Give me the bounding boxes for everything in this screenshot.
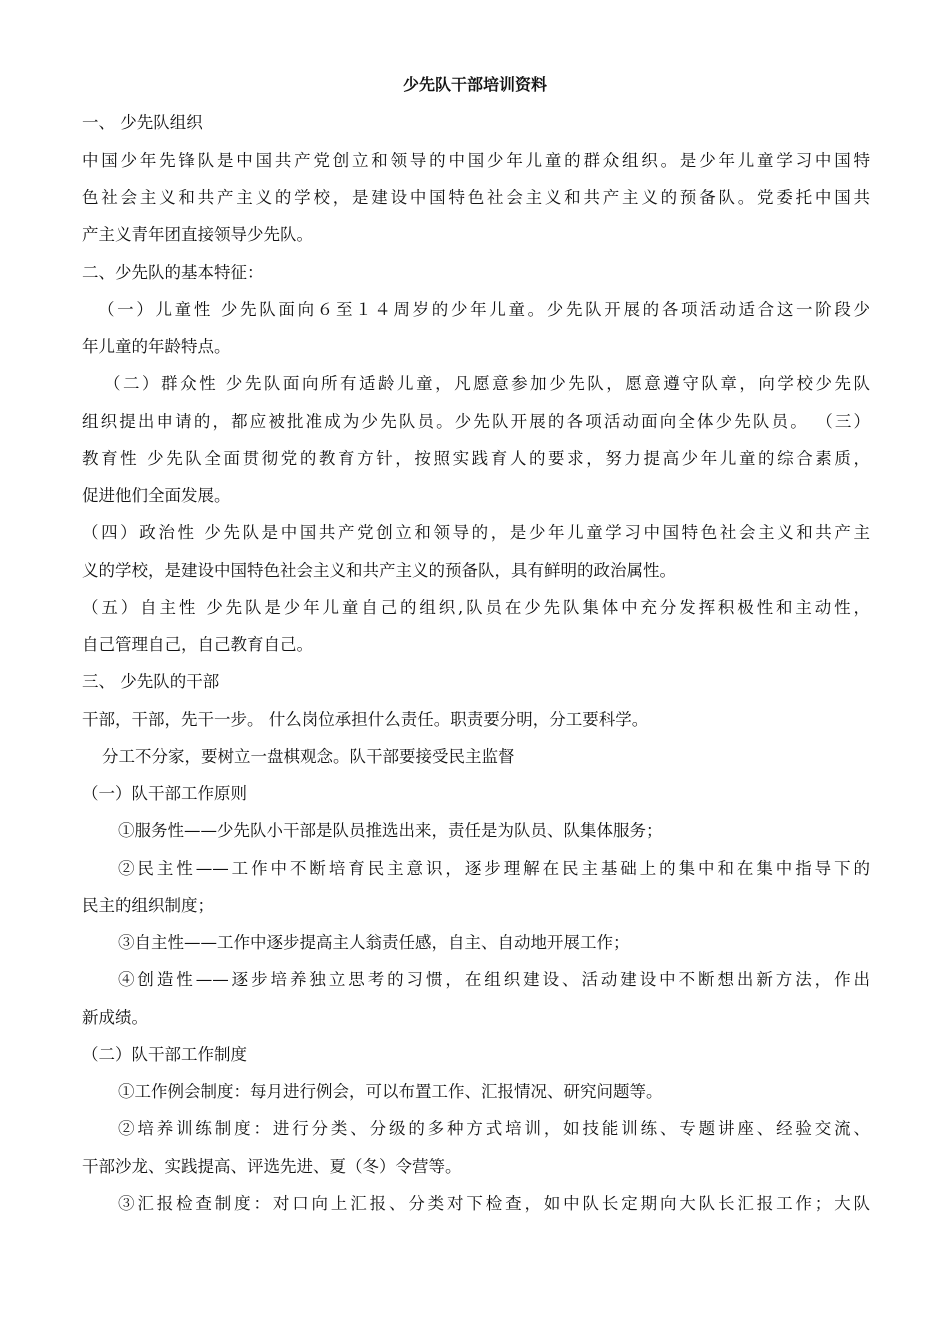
paragraph-line: 年儿童的年龄特点。 (82, 337, 231, 356)
list-item: ②民主性——工作中不断培育民主意识，逐步理解在民主基础上的集中和在集中指导下的 (118, 859, 870, 878)
list-item: ③自主性——工作中逐步提高主人翁责任感，自主、自动地开展工作； (118, 933, 630, 952)
section-heading-1: 一、 少先队组织 (82, 113, 203, 132)
list-item: ②培养训练制度：进行分类、分级的多种方式培训，如技能训练、专题讲座、经验交流、 (118, 1119, 870, 1138)
list-item: ④创造性——逐步培养独立思考的习惯，在组织建设、活动建设中不断想出新方法，作出 (118, 970, 870, 989)
paragraph-line: （五）自主性 少先队是少年儿童自己的组织,队员在少先队集体中充分发挥积极性和主动性， (82, 598, 870, 617)
paragraph-line: 色社会主义和共产主义的学校，是建设中国特色社会主义和共产主义的预备队。党委托中国共 (82, 188, 870, 207)
paragraph-line: （一）儿童性 少先队面向６至１４周岁的少年儿童。少先队开展的各项活动适合这一阶段少 (98, 300, 870, 319)
paragraph-line: 产主义青年团直接领导少先队。 (82, 225, 313, 244)
list-item-continuation: 民主的组织制度； (82, 896, 214, 915)
subsection-heading: （一）队干部工作原则 (82, 784, 247, 803)
paragraph-line: 自己管理自己，自己教育自己。 (82, 635, 313, 654)
list-item-continuation: 新成绩。 (82, 1008, 148, 1027)
paragraph-line: 中国少年先锋队是中国共产党创立和领导的中国少年儿童的群众组织。是少年儿童学习中国特 (82, 151, 870, 170)
list-item-continuation: 干部沙龙、实践提高、评选先进、夏（冬）令营等。 (82, 1157, 462, 1176)
paragraph-line: 义的学校，是建设中国特色社会主义和共产主义的预备队，具有鲜明的政治属性。 (82, 561, 676, 580)
paragraph-line: 促进他们全面发展。 (82, 486, 231, 505)
section-heading-3: 三、 少先队的干部 (82, 672, 220, 691)
section-heading-2: 二、少先队的基本特征： (82, 263, 264, 282)
paragraph-line: 分工不分家，要树立一盘棋观念。队干部要接受民主监督 (102, 747, 515, 766)
list-item: ①工作例会制度：每月进行例会，可以布置工作、汇报情况、研究问题等。 (118, 1082, 663, 1101)
list-item: ①服务性——少先队小干部是队员推选出来，责任是为队员、队集体服务； (118, 821, 663, 840)
paragraph-line: 教育性 少先队全面贯彻党的教育方针，按照实践育人的要求，努力提高少年儿童的综合素质， (82, 449, 870, 468)
paragraph-line: （四）政治性 少先队是中国共产党创立和领导的，是少年儿童学习中国特色社会主义和共产主 (82, 523, 870, 542)
list-item: ③汇报检查制度：对口向上汇报、分类对下检查，如中队长定期向大队长汇报工作；大队 (118, 1194, 870, 1213)
document-title: 少先队干部培训资料 (402, 75, 547, 94)
paragraph-line: 组织提出申请的，都应被批准成为少先队员。少先队开展的各项活动面向全体少先队员。 （三） (82, 412, 870, 431)
paragraph-line: 干部，干部，先干一步。 什么岗位承担什么责任。职责要分明，分工要科学。 (82, 710, 649, 729)
paragraph-line: （二）群众性 少先队面向所有适龄儿童，凡愿意参加少先队，愿意遵守队章，向学校少先队 (104, 374, 870, 393)
subsection-heading: （二）队干部工作制度 (82, 1045, 247, 1064)
